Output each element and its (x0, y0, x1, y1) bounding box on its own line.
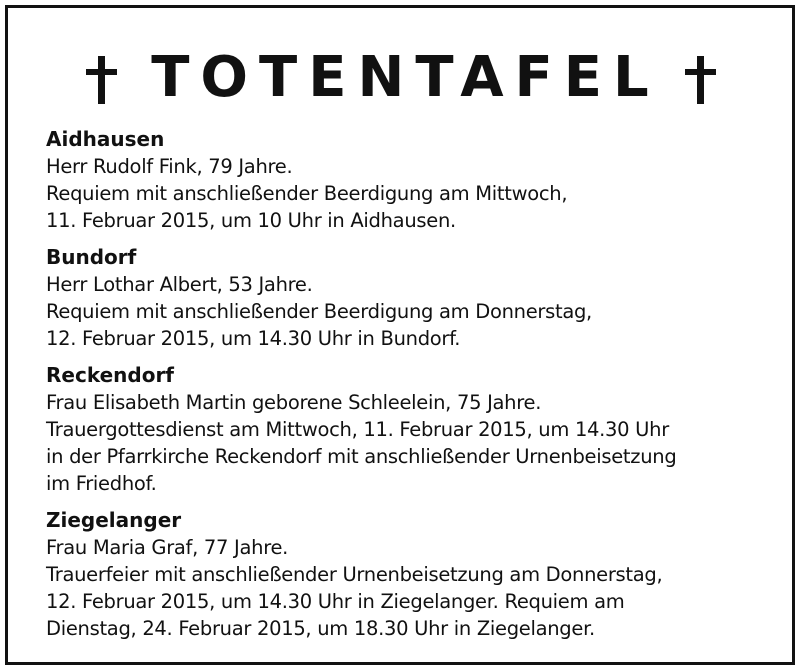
latin-cross-icon (685, 56, 715, 106)
obituary-entry (46, 506, 766, 642)
obituary-list (46, 125, 766, 651)
place-heading: Aidhausen (46, 127, 165, 151)
entry-line: Herr Rudolf Fink, 79 Jahre. (46, 155, 293, 178)
place-heading: Reckendorf (46, 363, 175, 387)
entry-line: 11. Februar 2015, um 10 Uhr in Aidhausen. (46, 209, 456, 232)
header (8, 45, 792, 110)
notice-frame (5, 5, 795, 665)
page-title: TOTENTAFEL (151, 45, 660, 110)
entry-line: Trauergottesdienst am Mittwoch, 11. Februar 2015, um 14.30 Uhr (46, 418, 669, 441)
entry-line: im Friedhof. (46, 472, 157, 495)
entry-line: Requiem mit anschließender Beerdigung am Donnerstag, (46, 300, 592, 323)
entry-line: Dienstag, 24. Februar 2015, um 18.30 Uhr in Ziegelanger. (46, 617, 595, 640)
place-heading: Bundorf (46, 245, 137, 269)
entry-line: Frau Elisabeth Martin geborene Schleelein, 75 Jahre. (46, 391, 542, 414)
entry-line: Trauerfeier mit anschließender Urnenbeisetzung am Donnerstag, (46, 563, 663, 586)
obituary-entry (46, 361, 766, 497)
entry-line: in der Pfarrkirche Reckendorf mit anschließender Urnenbeisetzung (46, 445, 677, 468)
entry-line: Requiem mit anschließender Beerdigung am Mittwoch, (46, 182, 568, 205)
entry-line: Frau Maria Graf, 77 Jahre. (46, 536, 289, 559)
obituary-entry (46, 125, 766, 234)
entry-line: 12. Februar 2015, um 14.30 Uhr in Bundorf. (46, 327, 461, 350)
entry-line: Herr Lothar Albert, 53 Jahre. (46, 273, 313, 296)
obituary-entry (46, 243, 766, 352)
place-heading: Ziegelanger (46, 508, 182, 532)
entry-line: 12. Februar 2015, um 14.30 Uhr in Ziegelanger. Requiem am (46, 590, 625, 613)
